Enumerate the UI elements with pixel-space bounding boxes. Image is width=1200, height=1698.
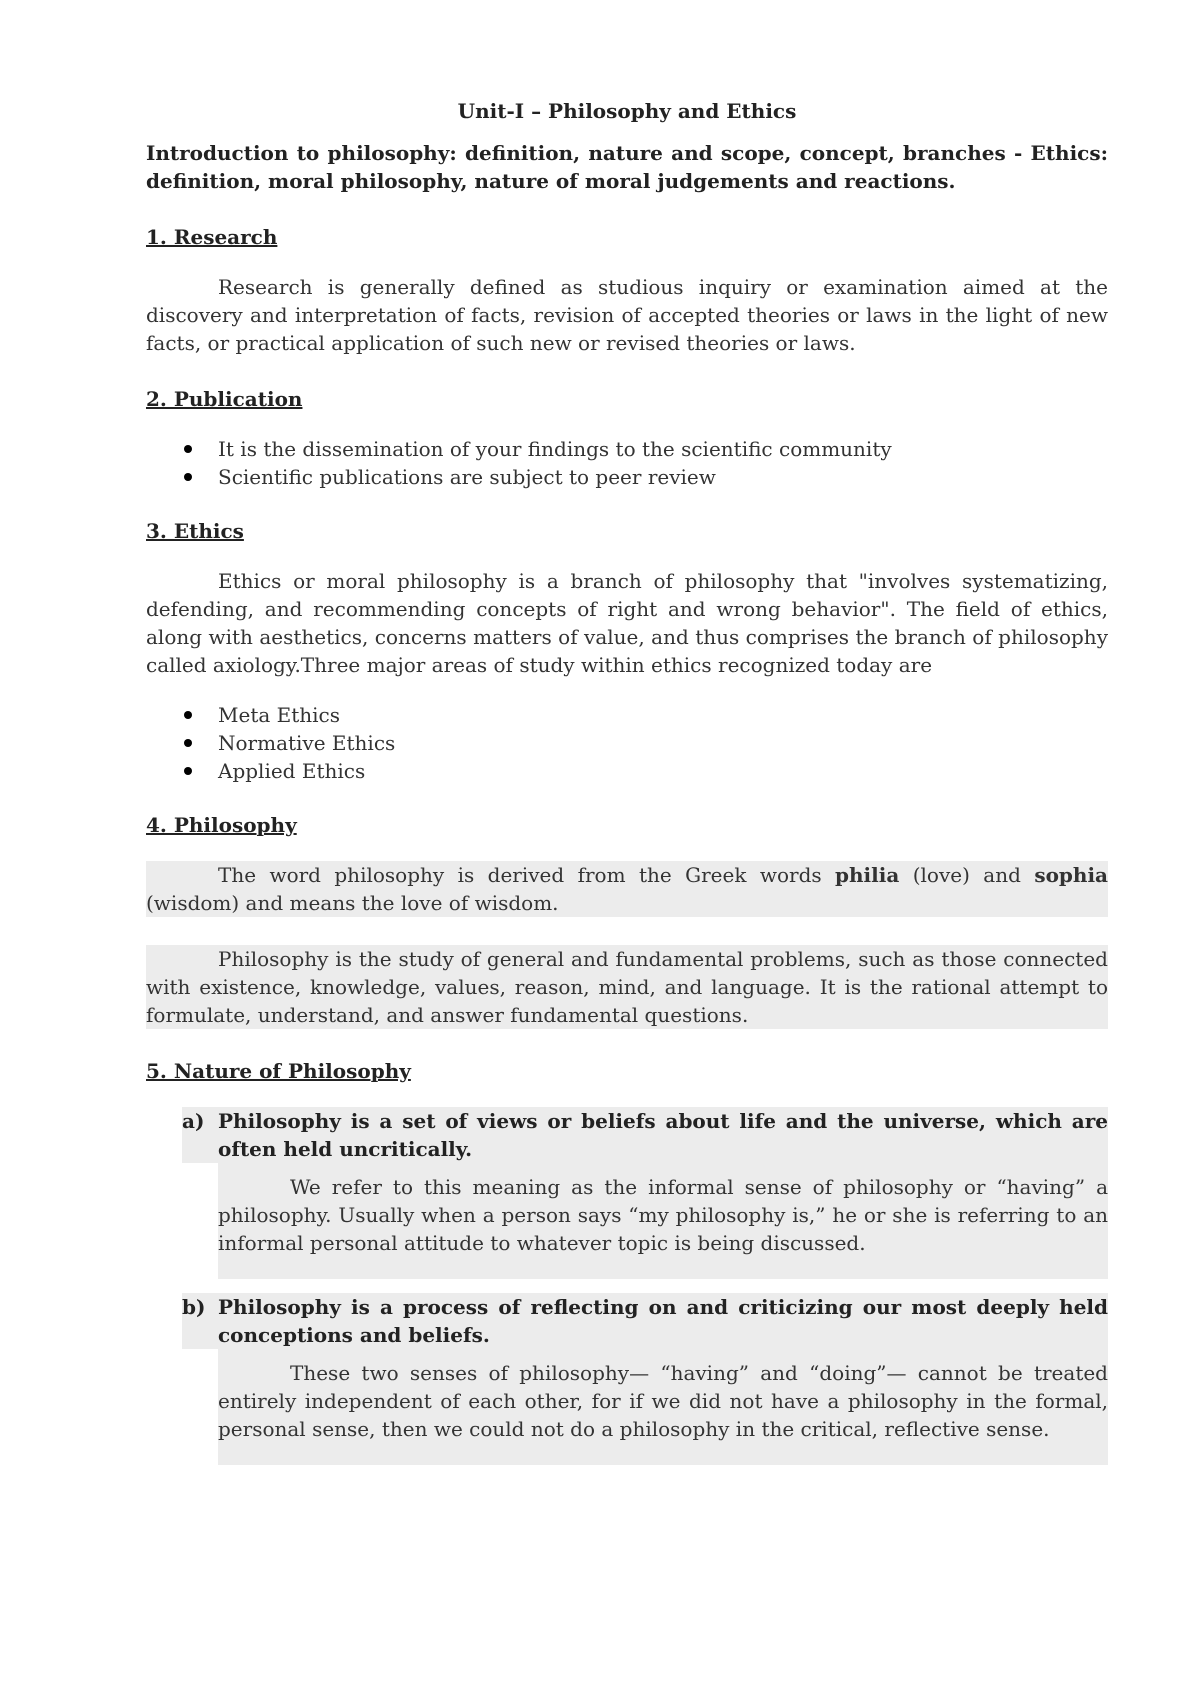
term-sophia: sophia — [1034, 863, 1108, 887]
ethics-areas-list — [146, 701, 1108, 785]
nature-item-heading: Philosophy is a process of reflecting on and criticizing our most deeply held conceptions and beliefs. — [218, 1295, 1108, 1347]
bullet-icon — [184, 473, 192, 481]
nature-item-b — [146, 1293, 1108, 1349]
list-item: Applied Ethics — [146, 757, 1108, 785]
item-marker: b) — [182, 1295, 206, 1319]
bullet-icon — [184, 445, 192, 453]
heading-ethics: 3. Ethics — [146, 519, 244, 543]
term-philia: philia — [835, 863, 900, 887]
bullet-icon — [184, 767, 192, 775]
document-content — [146, 97, 1108, 1479]
research-paragraph: Research is generally defined as studious inquiry or examination aimed at the discovery and interpretation of facts, revision of accepted theories or laws in the light of new facts, or practical application of such new or revised theories or laws. — [146, 275, 1108, 355]
philosophy-etymology-paragraph: The word philosophy is derived from the Greek words philia (love) and sophia (wisdom) and means the love of wisdom. — [146, 863, 1108, 915]
item-marker: a) — [182, 1109, 205, 1133]
nature-item-body: These two senses of philosophy— “having” and “doing”— cannot be treated entirely independent of each other, for if we did not have a philosophy in the formal, personal sense, then we could not do a philosophy in the critical, reflective sense. — [218, 1349, 1108, 1465]
heading-philosophy: 4. Philosophy — [146, 813, 297, 837]
publication-list — [146, 435, 1108, 491]
intro-paragraph: Introduction to philosophy: definition, nature and scope, concept, branches - Ethics: definition, moral philosophy, nature of moral judgements and reactions. — [146, 141, 1108, 193]
list-item: It is the dissemination of your findings to the scientific community — [146, 435, 1108, 463]
philosophy-definition-paragraph: Philosophy is the study of general and fundamental problems, such as those connected with existence, knowledge, values, reason, mind, and language. It is the rational attempt to formulate, understand, and answer fundamental questions. — [146, 947, 1108, 1027]
list-item: Scientific publications are subject to peer review — [146, 463, 1108, 491]
heading-nature-of-philosophy: 5. Nature of Philosophy — [146, 1059, 411, 1083]
bullet-icon — [184, 739, 192, 747]
page-title: Unit-I – Philosophy and Ethics — [457, 99, 797, 123]
heading-publication: 2. Publication — [146, 387, 303, 411]
ethics-paragraph: Ethics or moral philosophy is a branch of philosophy that "involves systematizing, defending, and recommending concepts of right and wrong behavior". The field of ethics, along with aesthetics, concerns matters of value, and thus comprises the branch of philosophy called axiology.Three major areas of study within ethics recognized today are — [146, 569, 1108, 677]
heading-research: 1. Research — [146, 225, 278, 249]
nature-item-heading: Philosophy is a set of views or beliefs about life and the universe, which are often held uncritically. — [218, 1109, 1108, 1161]
bullet-icon — [184, 711, 192, 719]
list-item: Normative Ethics — [146, 729, 1108, 757]
nature-item-body: We refer to this meaning as the informal sense of philosophy or “having” a philosophy. Usually when a person says “my philosophy is,” he or she is referring to an informal personal attitude to whatever topic is being discussed. — [218, 1163, 1108, 1279]
list-item: Meta Ethics — [146, 701, 1108, 729]
nature-item-a — [146, 1107, 1108, 1163]
